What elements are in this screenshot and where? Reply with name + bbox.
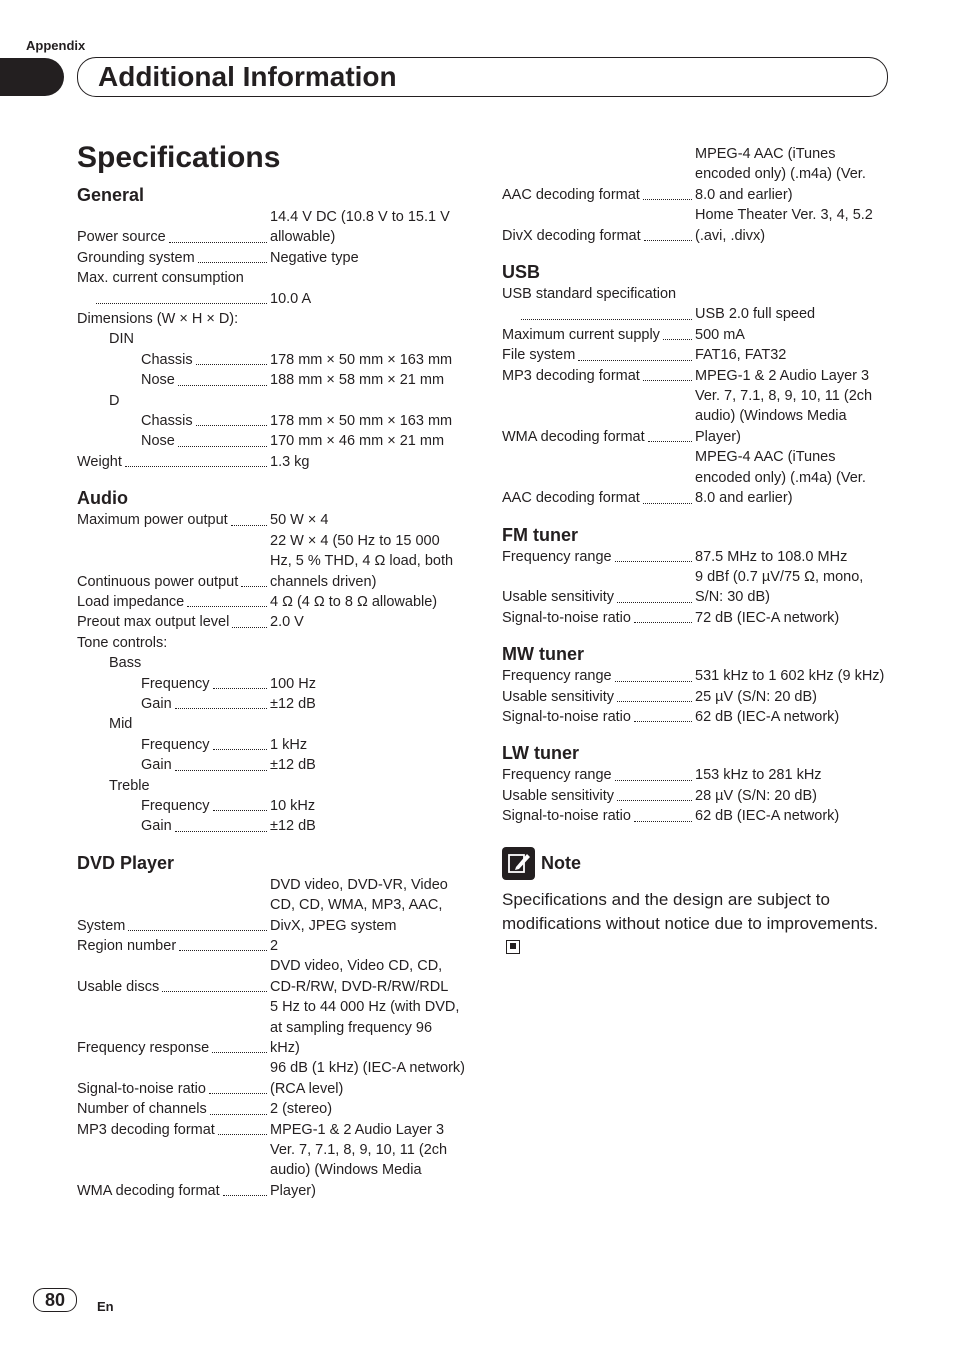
dot-leader: [198, 262, 267, 263]
dot-leader: [213, 688, 267, 689]
spec-label-text: Load impedance: [77, 593, 185, 610]
spec-section: [77, 851, 477, 1202]
spec-label-text: Frequency range: [502, 668, 612, 685]
spec-label: [77, 875, 270, 936]
spec-row: [502, 666, 902, 686]
spec-row: [77, 207, 477, 248]
spec-row: [502, 386, 902, 447]
spec-label-text: File system: [502, 347, 576, 364]
spec-section: [502, 741, 902, 826]
dot-leader: [218, 1134, 267, 1135]
spec-label-text: Frequency: [141, 797, 210, 814]
spec-label-text: Preout max output level: [77, 614, 230, 631]
spec-label-text: Maximum power output: [77, 512, 228, 529]
spec-subheading: Bass: [109, 655, 142, 672]
spec-row: [77, 997, 477, 1058]
spec-label: [77, 289, 270, 309]
spec-label-text: Gain: [141, 757, 172, 774]
spec-row: [77, 411, 477, 431]
right-column: [502, 144, 902, 960]
spec-value: 50 W × 4: [270, 512, 329, 529]
dot-leader: [175, 708, 267, 709]
spec-value: 2.0 V: [270, 614, 304, 631]
dot-leader: [643, 380, 692, 381]
spec-value: 153 kHz to 281 kHz: [695, 767, 822, 784]
spec-value: 22 W × 4 (50 Hz to 15 000 Hz, 5 % THD, 4 Ω load, both channels driven): [270, 532, 454, 590]
spec-label-text: Power source: [77, 229, 166, 246]
dot-leader: [212, 1052, 267, 1053]
spec-subheading: Mid: [109, 716, 133, 733]
spec-label-text: Nose: [141, 372, 175, 389]
spec-label: [502, 547, 695, 567]
spec-label-text: Continuous power output: [77, 573, 239, 590]
spec-section: [77, 486, 477, 837]
dot-leader: [175, 770, 267, 771]
note-body: Specifications and the design are subject to modifications without notice due to improvements.: [502, 889, 879, 933]
spec-row: [77, 735, 477, 755]
spec-label-text: Maximum current supply: [502, 326, 660, 343]
language-label: En: [97, 1299, 114, 1314]
spec-row: [502, 567, 902, 608]
spec-label: [77, 207, 270, 248]
spec-subheading: Max. current consumption: [77, 270, 244, 287]
dot-leader: [578, 360, 692, 361]
dot-leader: [615, 780, 692, 781]
spec-row: [502, 304, 902, 324]
spec-row: [502, 608, 902, 628]
spec-label: [77, 735, 270, 755]
spec-label: [502, 765, 695, 785]
dot-leader: [644, 240, 692, 241]
section-label: Appendix: [26, 38, 86, 53]
dot-leader: [634, 821, 692, 822]
spec-row: [502, 786, 902, 806]
spec-label-text: Gain: [141, 818, 172, 835]
spec-label-text: WMA decoding format: [77, 1182, 220, 1199]
spec-value: 2 (stereo): [270, 1101, 333, 1118]
spec-label-text: System: [77, 917, 126, 934]
spec-value: 62 dB (IEC-A network): [695, 708, 840, 725]
spec-label: [77, 816, 270, 836]
spec-value: 62 dB (IEC-A network): [695, 808, 840, 825]
spec-value: MPEG-4 AAC (iTunes encoded only) (.m4a) (Ver. 8.0 and earlier): [695, 449, 866, 507]
dot-leader: [179, 950, 267, 951]
spec-label: [77, 936, 270, 956]
dot-leader: [615, 561, 692, 562]
dot-leader: [128, 930, 267, 931]
spec-section: [77, 183, 477, 472]
dot-leader: [187, 606, 267, 607]
spec-label-text: Region number: [77, 938, 177, 954]
spec-value: MPEG-1 & 2 Audio Layer 3: [270, 1121, 445, 1138]
spec-value: 4 Ω (4 Ω to 8 Ω allowable): [270, 593, 438, 610]
pencil-icon: [502, 847, 535, 880]
spec-value: 1.3 kg: [270, 453, 310, 470]
spec-row: [77, 875, 477, 936]
spec-label: [77, 1140, 270, 1201]
spec-label: [77, 612, 270, 632]
spec-label: [77, 755, 270, 775]
spec-value: 188 mm × 58 mm × 21 mm: [270, 372, 445, 389]
right-spec-sections: [502, 144, 902, 827]
dot-leader: [231, 525, 267, 526]
spec-row: [77, 694, 477, 714]
dot-leader: [521, 319, 692, 320]
dot-leader: [634, 622, 692, 623]
spec-label: [502, 567, 695, 608]
spec-value: 2: [270, 938, 279, 954]
spec-label-text: Frequency: [141, 675, 210, 692]
spec-value: 100 Hz: [270, 675, 316, 692]
spec-row: [77, 755, 477, 775]
spec-label-text: Frequency range: [502, 548, 612, 565]
spec-label: [77, 248, 270, 268]
spec-row: [502, 205, 902, 246]
spec-subheading: Treble: [109, 777, 150, 794]
spec-label-text: Gain: [141, 695, 172, 712]
spec-value: Ver. 7, 7.1, 8, 9, 10, 11 (2ch audio) (Windows Media Player): [695, 388, 873, 445]
dot-leader: [648, 441, 692, 442]
spec-value: 28 µV (S/N: 20 dB): [695, 787, 817, 804]
spec-value: FAT16, FAT32: [695, 347, 787, 364]
spec-value: MPEG-1 & 2 Audio Layer 3: [695, 367, 870, 384]
spec-row: [77, 531, 477, 592]
spec-label: [502, 687, 695, 707]
spec-label: [502, 447, 695, 508]
spec-label-text: Signal-to-noise ratio: [502, 708, 631, 725]
spec-label: [77, 1099, 270, 1119]
spec-row: [77, 592, 477, 612]
spec-label-text: Frequency range: [502, 767, 612, 784]
section-heading: Audio: [77, 488, 128, 509]
spec-label-text: Signal-to-noise ratio: [502, 808, 631, 825]
spec-label: [502, 786, 695, 806]
spec-label-text: Signal-to-noise ratio: [77, 1080, 206, 1097]
spec-row: [77, 1058, 477, 1099]
spec-section: [502, 144, 902, 246]
spec-label: [502, 345, 695, 365]
section-heading: General: [77, 185, 145, 205]
spec-label: [77, 694, 270, 714]
dot-leader: [178, 385, 267, 386]
spec-label: [502, 806, 695, 826]
spec-label-text: Frequency: [141, 736, 210, 753]
section-heading: MW tuner: [502, 644, 584, 665]
chapter-title: Additional Information: [98, 61, 397, 92]
spec-section: [502, 523, 902, 629]
spec-section: [502, 642, 902, 727]
spec-value: 96 dB (1 kHz) (IEC-A network) (RCA level): [270, 1060, 465, 1097]
spec-label-text: Chassis: [141, 413, 193, 430]
spec-label-text: Usable sensitivity: [502, 787, 615, 804]
spec-label: [77, 674, 270, 694]
spec-subheading: Dimensions (W × H × D):: [77, 311, 239, 328]
spec-label-text: Nose: [141, 433, 175, 450]
dot-leader: [617, 701, 692, 702]
dot-leader: [615, 681, 692, 682]
left-column: [77, 183, 477, 1201]
spec-label-text: Grounding system: [77, 249, 195, 266]
spec-label-text: WMA decoding format: [502, 428, 645, 445]
spec-row: [502, 325, 902, 345]
spec-label: [77, 370, 270, 390]
spec-row: [77, 674, 477, 694]
spec-row: [77, 1120, 477, 1140]
spec-label: [77, 1058, 270, 1099]
spec-label-text: MP3 decoding format: [502, 367, 640, 384]
note-text: [502, 888, 892, 960]
spec-row: [502, 547, 902, 567]
dot-leader: [643, 199, 692, 200]
spec-value: MPEG-4 AAC (iTunes encoded only) (.m4a) (Ver. 8.0 and earlier): [695, 146, 866, 203]
spec-value: USB 2.0 full speed: [695, 306, 816, 323]
end-mark-icon: [506, 940, 520, 954]
spec-label: [502, 707, 695, 727]
spec-subheading: USB standard specification: [502, 286, 677, 303]
spec-label: [77, 350, 270, 370]
dot-leader: [617, 800, 692, 801]
spec-value: 72 dB (IEC-A network): [695, 609, 840, 626]
spec-value: 25 µV (S/N: 20 dB): [695, 688, 817, 705]
spec-label-text: Chassis: [141, 351, 193, 368]
dot-leader: [162, 991, 267, 992]
spec-label-text: Number of channels: [77, 1101, 207, 1118]
spec-value: 14.4 V DC (10.8 V to 15.1 V allowable): [270, 209, 450, 246]
spec-label: [502, 366, 695, 386]
spec-row: [77, 816, 477, 836]
spec-row: [502, 687, 902, 707]
spec-row: [502, 707, 902, 727]
spec-row: [77, 431, 477, 451]
spec-label: [502, 325, 695, 345]
spec-label-text: Usable discs: [77, 978, 160, 995]
spec-label: [77, 1120, 270, 1140]
dot-leader: [663, 339, 692, 340]
spec-row: [502, 366, 902, 386]
spec-subheading: DIN: [109, 331, 134, 348]
spec-label-text: Signal-to-noise ratio: [502, 609, 631, 626]
spec-value: DVD video, Video CD, CD, CD-R/RW, DVD-R/RW/RDL: [270, 958, 449, 995]
section-heading: USB: [502, 262, 541, 283]
spec-value: Ver. 7, 7.1, 8, 9, 10, 11 (2ch audio) (Windows Media Player): [270, 1142, 448, 1199]
dot-leader: [213, 749, 267, 750]
page-number: 80: [33, 1288, 77, 1312]
spec-label: [77, 452, 270, 472]
dot-leader: [210, 1114, 267, 1115]
spec-value: 10 kHz: [270, 797, 316, 814]
spec-row: [77, 452, 477, 472]
spec-value: 178 mm × 50 mm × 163 mm: [270, 351, 453, 368]
dot-leader: [634, 721, 692, 722]
dot-leader: [196, 425, 267, 426]
section-heading: DVD Player: [77, 852, 175, 873]
spec-label: [77, 510, 270, 530]
dot-leader: [175, 831, 267, 832]
spec-value: ±12 dB: [270, 818, 316, 835]
spec-label-text: Usable sensitivity: [502, 688, 615, 705]
spec-value: 500 mA: [695, 326, 745, 343]
spec-row: [77, 370, 477, 390]
spec-value: 5 Hz to 44 000 Hz (with DVD, at sampling frequency 96 kHz): [270, 999, 460, 1057]
dot-leader: [241, 586, 267, 587]
spec-label: [77, 997, 270, 1058]
spec-label-text: Frequency response: [77, 1040, 210, 1057]
dot-leader: [125, 466, 267, 467]
spec-row: [502, 144, 902, 205]
dot-leader: [223, 1195, 267, 1196]
dot-leader: [643, 503, 692, 504]
spec-label-text: AAC decoding format: [502, 490, 640, 507]
dot-leader: [232, 627, 267, 628]
dot-leader: [209, 1093, 267, 1094]
spec-value: Negative type: [270, 249, 359, 266]
spec-row: [77, 612, 477, 632]
spec-label: [77, 411, 270, 431]
spec-row: [502, 345, 902, 365]
spec-label: [502, 205, 695, 246]
spec-row: [77, 289, 477, 309]
spec-label: [77, 431, 270, 451]
page-title: Specifications: [77, 141, 281, 174]
spec-label: [502, 304, 695, 324]
spec-subheading: Tone controls:: [77, 634, 168, 651]
spec-value: 531 kHz to 1 602 kHz (9 kHz): [695, 668, 885, 685]
spec-value: 178 mm × 50 mm × 163 mm: [270, 413, 453, 430]
spec-label-text: MP3 decoding format: [77, 1121, 215, 1138]
spec-value: Home Theater Ver. 3, 4, 5.2 (.avi, .divx): [695, 207, 873, 244]
spec-row: [502, 806, 902, 826]
spec-row: [77, 936, 477, 956]
spec-label: [77, 531, 270, 592]
spec-value: 170 mm × 46 mm × 21 mm: [270, 433, 445, 450]
dot-leader: [178, 446, 267, 447]
dot-leader: [96, 303, 267, 304]
note-header: [502, 847, 902, 880]
spec-label-text: Weight: [77, 453, 122, 470]
spec-value: ±12 dB: [270, 757, 316, 774]
note-title: Note: [541, 852, 581, 873]
dot-leader: [213, 810, 267, 811]
dot-leader: [196, 364, 267, 365]
spec-row: [502, 447, 902, 508]
spec-section: [502, 260, 902, 508]
dot-leader: [169, 242, 267, 243]
spec-value: 10.0 A: [270, 290, 312, 307]
spec-row: [77, 956, 477, 997]
spec-label-text: AAC decoding format: [502, 186, 640, 203]
spec-value: 9 dBf (0.7 µV/75 Ω, mono, S/N: 30 dB): [695, 568, 864, 606]
spec-row: [77, 796, 477, 816]
spec-row: [77, 350, 477, 370]
spec-label: [502, 386, 695, 447]
section-heading: LW tuner: [502, 743, 579, 764]
spec-row: [77, 510, 477, 530]
spec-label: [502, 144, 695, 205]
spec-label: [502, 666, 695, 686]
spec-label: [77, 592, 270, 612]
dot-leader: [617, 602, 692, 603]
spec-row: [77, 1099, 477, 1119]
spec-row: [77, 1140, 477, 1201]
spec-value: ±12 dB: [270, 695, 316, 712]
chapter-tab: [0, 58, 64, 96]
spec-subheading: D: [109, 392, 120, 409]
spec-label-text: DivX decoding format: [502, 227, 641, 244]
spec-value: DVD video, DVD-VR, Video CD, CD, WMA, MP3, AAC, DivX, JPEG system: [270, 876, 448, 934]
spec-value: 1 kHz: [270, 736, 308, 753]
section-heading: FM tuner: [502, 524, 578, 545]
spec-label: [502, 608, 695, 628]
spec-label: [77, 796, 270, 816]
spec-row: [502, 765, 902, 785]
spec-label: [77, 956, 270, 997]
spec-label-text: Usable sensitivity: [502, 589, 615, 606]
spec-value: 87.5 MHz to 108.0 MHz: [695, 548, 848, 565]
spec-row: [77, 248, 477, 268]
